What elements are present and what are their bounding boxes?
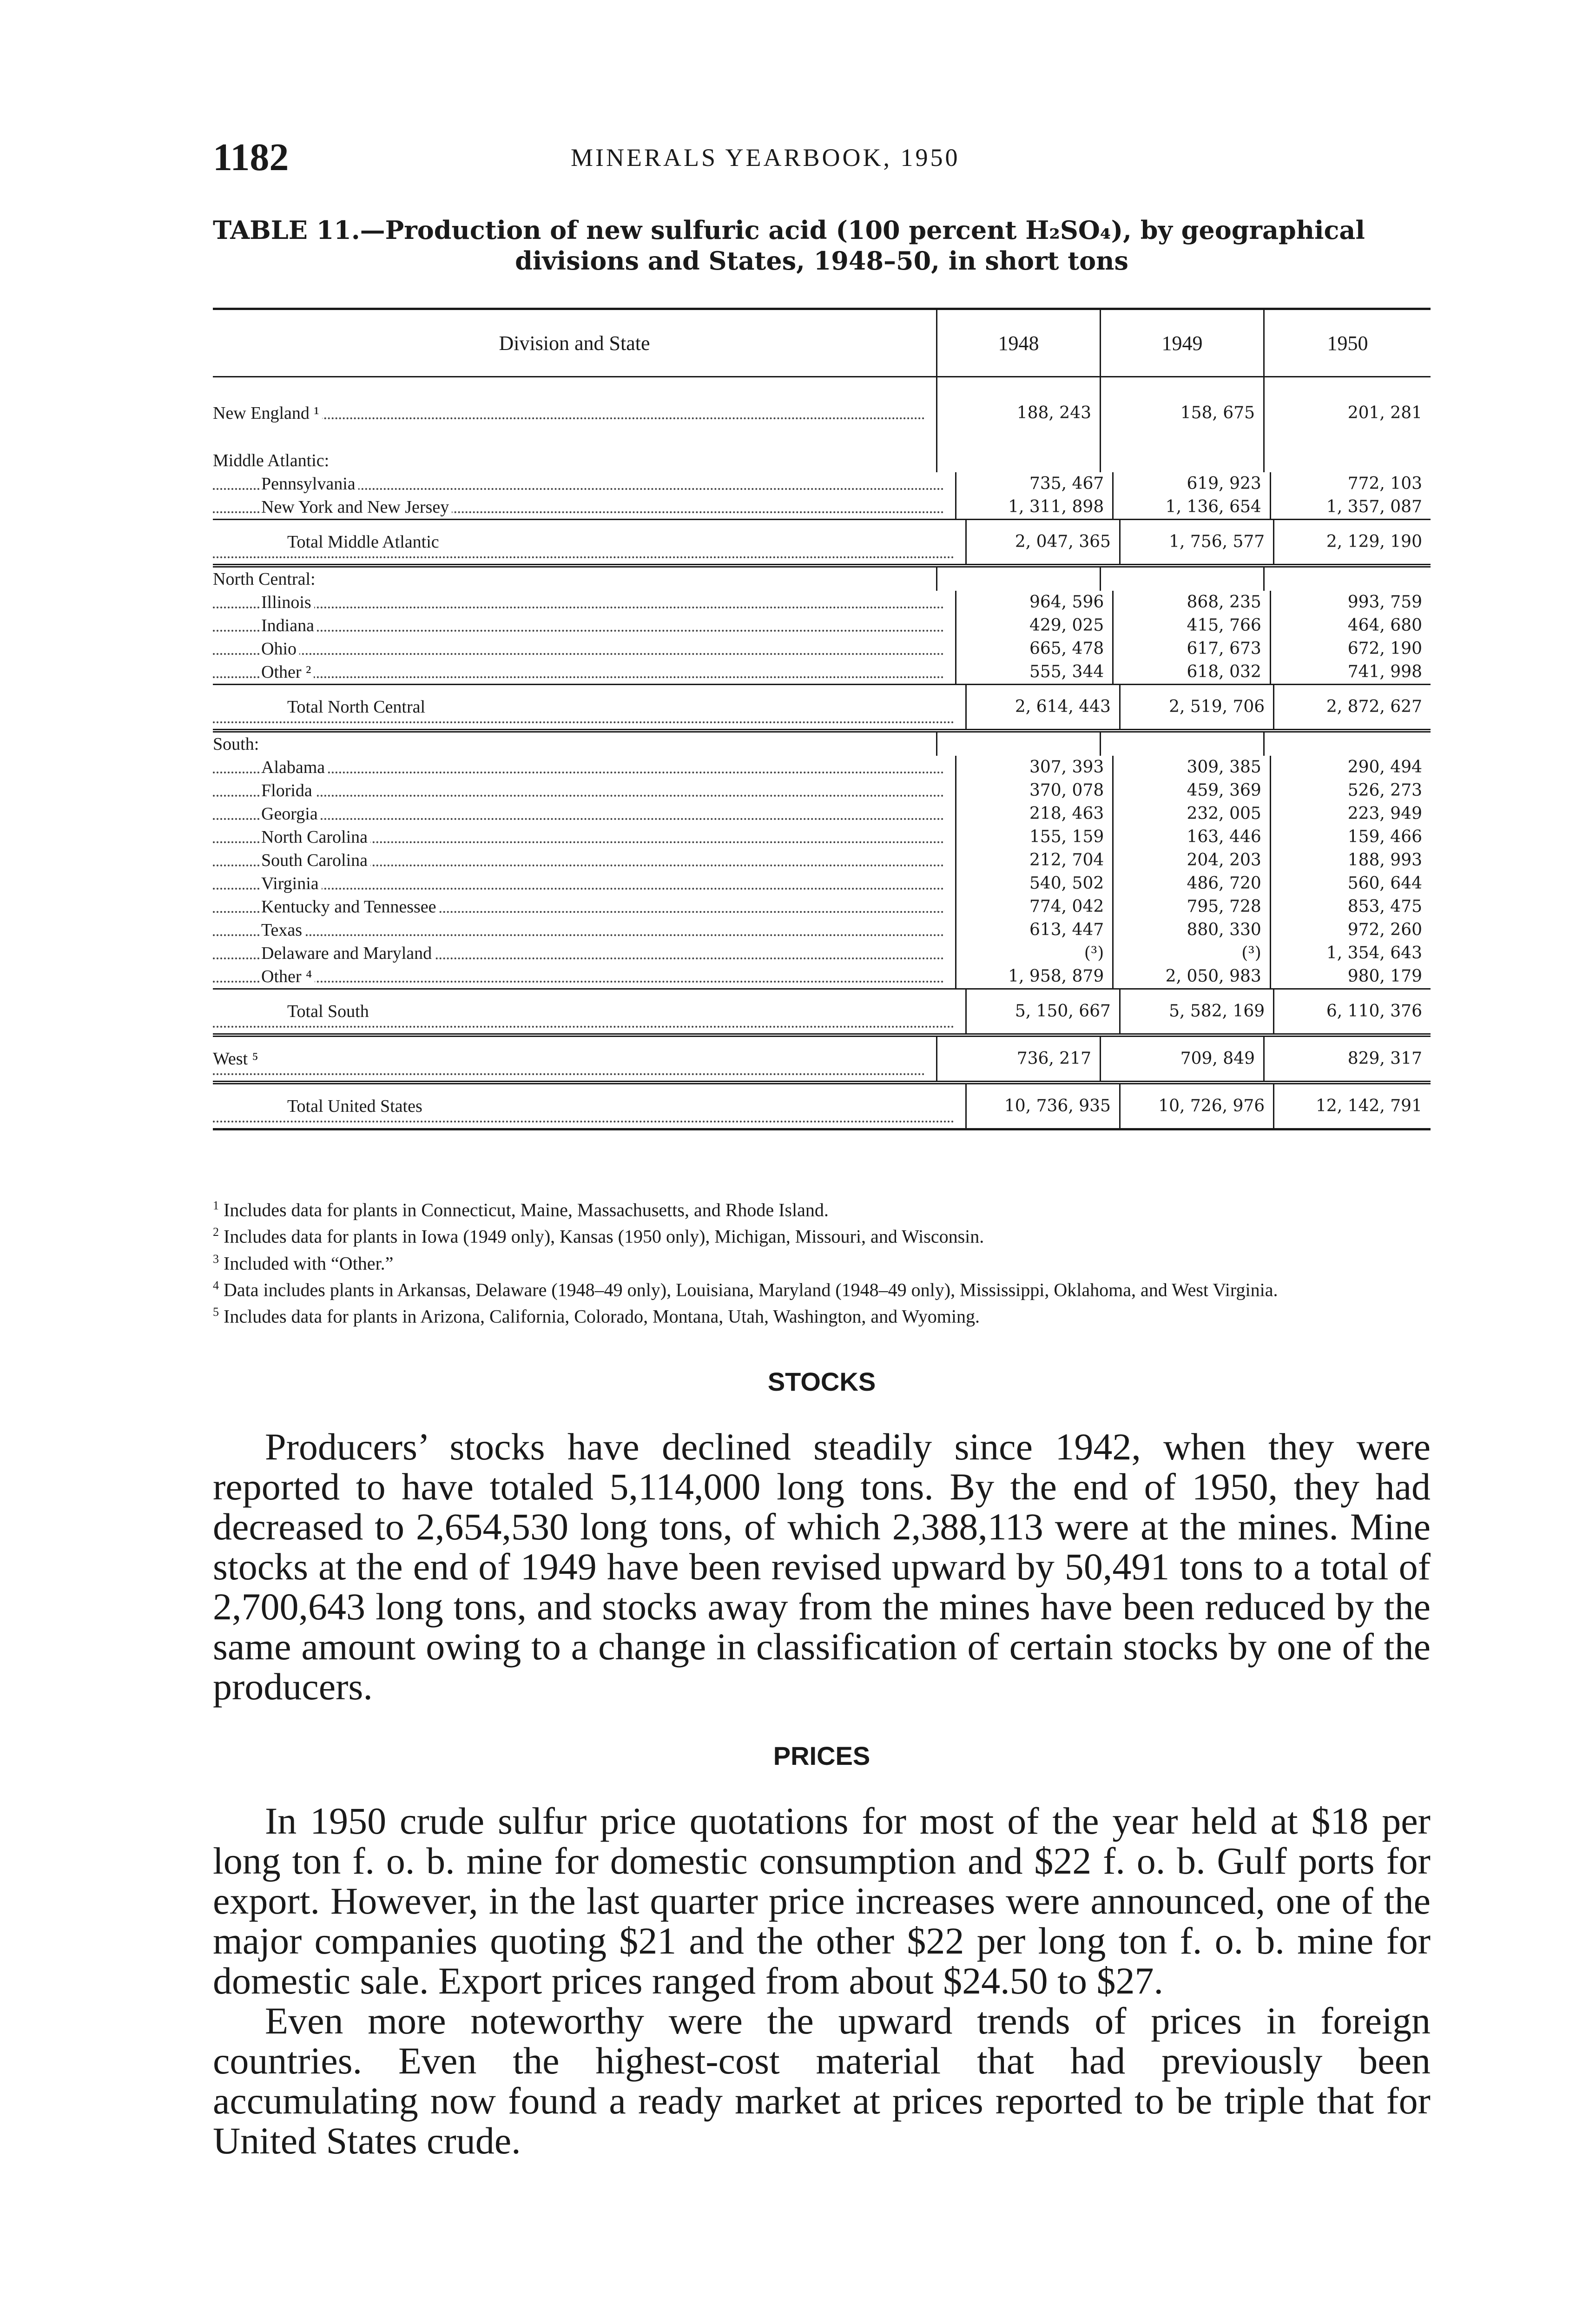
total-row-south: [213, 988, 1431, 1033]
footnote-5: $^5$ Includes data for plants in Arizona, California, Colorado, Montana, Utah, Washington, and Wyoming.: [213, 1305, 980, 1327]
cell-1948: 964, 596: [955, 591, 1113, 614]
cell-1949: 415, 766: [1112, 614, 1270, 637]
cell-1949: 232, 005: [1112, 802, 1270, 825]
page-number: 1182: [213, 136, 289, 179]
prices-body: [213, 1801, 1431, 2161]
table-caption-line-2: divisions and States, 1948–50, in short tons: [515, 246, 1128, 276]
cell-1950: 993, 759: [1270, 591, 1431, 614]
total-row-united-states: [213, 1084, 1431, 1128]
section-heading-prices: PRICES: [773, 1741, 870, 1770]
cell-1949: 309, 385: [1112, 756, 1270, 779]
row-label: Total North Central: [287, 697, 428, 717]
cell-1949: (³): [1112, 942, 1270, 965]
production-table: [213, 308, 1431, 1130]
cell-1948: 540, 502: [955, 872, 1113, 895]
group-heading-south: [213, 733, 1431, 756]
table-row: [213, 660, 1431, 684]
group-heading-middle-atlantic: [213, 449, 1431, 472]
stocks-paragraph: Producers’ stocks have declined steadily since 1942, when they were reported to have totaled 5,114,000 long tons. By the end of 1950, they had decreased to 2,654,530 long tons, of which 2,388,113 were at the mines. Mine stocks at the end of 1949 have been revised upward by 50,491 tons to a total of 2,700,643 long tons, and stocks away from the mines have been reduced by the same amount owing to a change in classification of certain stocks by one of the producers.: [213, 1426, 1431, 1708]
table-row: [213, 825, 1431, 849]
row-label: Pennsylvania: [261, 474, 358, 494]
section-heading-stocks: STOCKS: [767, 1367, 876, 1396]
cell-1949: 486, 720: [1112, 872, 1270, 895]
cell-1948: 10, 736, 935: [965, 1084, 1119, 1128]
cell-1950: 853, 475: [1270, 895, 1431, 918]
cell-1948: 212, 704: [955, 849, 1113, 872]
cell-1949: 5, 582, 169: [1119, 990, 1273, 1033]
cell-1950: 526, 273: [1270, 779, 1431, 802]
group-heading-label: Middle Atlantic:: [213, 451, 332, 470]
row-label: Alabama: [261, 758, 328, 777]
table-row-west: [213, 1037, 1431, 1081]
row-label: Virginia: [261, 874, 322, 893]
column-header-1948: 1948: [936, 310, 1100, 376]
table-row: [213, 591, 1431, 614]
cell-1950: 2, 872, 627: [1273, 685, 1431, 729]
cell-1950: 980, 179: [1270, 965, 1431, 988]
cell-1950: 672, 190: [1270, 637, 1431, 660]
cell-1948: 429, 025: [955, 614, 1113, 637]
row-label: Total United States: [287, 1096, 425, 1116]
cell-1950: 1, 357, 087: [1270, 495, 1431, 519]
table-row: [213, 965, 1431, 988]
cell-1948: 613, 447: [955, 918, 1113, 942]
row-label: Total Middle Atlantic: [287, 532, 442, 552]
footnote-3: $^3$ Included with “Other.”: [213, 1252, 394, 1274]
table-caption: [213, 215, 1431, 276]
table-row: [213, 495, 1431, 519]
cell-1950: 741, 998: [1270, 660, 1431, 684]
table-caption-line-1: TABLE 11.—Production of new sulfuric acid (100 percent H₂SO₄), by geographical: [213, 215, 1365, 245]
cell-1948: (³): [955, 942, 1113, 965]
cell-1949: 158, 675: [1100, 402, 1263, 425]
row-label: West ⁵: [213, 1049, 261, 1069]
cell-1950: 560, 644: [1270, 872, 1431, 895]
prices-paragraph-2: Even more noteworthy were the upward trends of prices in foreign countries. Even the highest-cost material that had previously been accumulating now found a ready market at prices reported to be triple that for United States crude.: [213, 2000, 1431, 2162]
footnote-1: $^1$ Includes data for plants in Connecticut, Maine, Massachusetts, and Rhode Island.: [213, 1199, 829, 1221]
row-label: South Carolina: [261, 851, 370, 870]
table-row-new-england: [213, 402, 1431, 425]
cell-1950: 159, 466: [1270, 825, 1431, 849]
cell-1948: 188, 243: [936, 402, 1100, 425]
row-label: Other ²: [261, 662, 314, 682]
total-row-middle-atlantic: [213, 519, 1431, 564]
cell-1950: 12, 142, 791: [1273, 1084, 1431, 1128]
cell-1949: 795, 728: [1112, 895, 1270, 918]
cell-1949: 2, 050, 983: [1112, 965, 1270, 988]
row-label: New England ¹: [213, 403, 322, 423]
row-label: Illinois: [261, 593, 314, 612]
cell-1948: 774, 042: [955, 895, 1113, 918]
group-heading-label: South:: [213, 734, 262, 754]
cell-1948: 2, 047, 365: [965, 520, 1119, 564]
group-heading-label: North Central:: [213, 569, 318, 589]
row-label: Indiana: [261, 616, 317, 635]
cell-1948: 218, 463: [955, 802, 1113, 825]
table-row: [213, 918, 1431, 942]
cell-1950: 772, 103: [1270, 472, 1431, 495]
group-heading-north-central: [213, 568, 1431, 591]
row-label: Georgia: [261, 804, 321, 824]
cell-1949: 709, 849: [1100, 1037, 1263, 1081]
row-label: Florida: [261, 781, 315, 800]
cell-1949: 1, 136, 654: [1112, 495, 1270, 519]
cell-1949: 163, 446: [1112, 825, 1270, 849]
cell-1948: 307, 393: [955, 756, 1113, 779]
prices-paragraph-1: In 1950 crude sulfur price quotations for most of the year held at $18 per long ton f. o. b. mine for domestic consumption and $22 f. o. b. Gulf ports for export. However, in the last quarter price increases were announced, one of the major companies quoting $21 and the other $22 per long ton f. o. b. mine for domestic sale. Export prices ranged from about $24.50 to $27.: [213, 1800, 1431, 2002]
cell-1949: 880, 330: [1112, 918, 1270, 942]
footnote-2: $^2$ Includes data for plants in Iowa (1949 only), Kansas (1950 only), Michigan, Missouri, and Wisconsin.: [213, 1225, 984, 1247]
running-head: [213, 135, 1431, 186]
cell-1948: 2, 614, 443: [965, 685, 1119, 729]
cell-1950: 1, 354, 643: [1270, 942, 1431, 965]
table-row: [213, 472, 1431, 495]
table-row: [213, 872, 1431, 895]
table-header-row: [213, 310, 1431, 377]
column-header-1949: 1949: [1100, 310, 1263, 376]
cell-1948: 370, 078: [955, 779, 1113, 802]
table-row: [213, 895, 1431, 918]
table-row: [213, 849, 1431, 872]
table-row: [213, 779, 1431, 802]
row-label: Texas: [261, 920, 305, 940]
cell-1949: 204, 203: [1112, 849, 1270, 872]
table-row: [213, 802, 1431, 825]
row-label: Kentucky and Tennessee: [261, 897, 439, 917]
cell-1948: 735, 467: [955, 472, 1113, 495]
column-header-division: Division and State: [499, 331, 650, 355]
running-title: MINERALS YEARBOOK, 1950: [571, 144, 960, 172]
cell-1949: 617, 673: [1112, 637, 1270, 660]
cell-1950: 972, 260: [1270, 918, 1431, 942]
row-label: Ohio: [261, 639, 299, 659]
table-row: [213, 637, 1431, 660]
cell-1949: 10, 726, 976: [1119, 1084, 1273, 1128]
table-row: [213, 756, 1431, 779]
cell-1950: 2, 129, 190: [1273, 520, 1431, 564]
cell-1949: 2, 519, 706: [1119, 685, 1273, 729]
row-label: North Carolina: [261, 827, 370, 847]
cell-1948: 1, 958, 879: [955, 965, 1113, 988]
row-label: New York and New Jersey: [261, 497, 452, 517]
row-label: Total South: [287, 1002, 372, 1021]
footnote-4: $^4$ Data includes plants in Arkansas, Delaware (1948–49 only), Louisiana, Maryland (1948–49 only), Mississippi, Oklahoma, and West Virginia.: [213, 1278, 1278, 1301]
cell-1950: 464, 680: [1270, 614, 1431, 637]
cell-1950: 6, 110, 376: [1273, 990, 1431, 1033]
cell-1950: 829, 317: [1263, 1037, 1431, 1081]
table-row: [213, 942, 1431, 965]
cell-1948: 1, 311, 898: [955, 495, 1113, 519]
row-label: Delaware and Maryland: [261, 944, 435, 963]
cell-1949: 619, 923: [1112, 472, 1270, 495]
cell-1949: 459, 369: [1112, 779, 1270, 802]
cell-1948: 155, 159: [955, 825, 1113, 849]
cell-1949: 618, 032: [1112, 660, 1270, 684]
total-row-north-central: [213, 684, 1431, 729]
cell-1948: 665, 478: [955, 637, 1113, 660]
stocks-body: [213, 1427, 1431, 1707]
table-row: [213, 614, 1431, 637]
cell-1950: 201, 281: [1263, 402, 1431, 425]
cell-1948: 5, 150, 667: [965, 990, 1119, 1033]
footnotes: [213, 1195, 1431, 1328]
cell-1949: 1, 756, 577: [1119, 520, 1273, 564]
cell-1950: 223, 949: [1270, 802, 1431, 825]
cell-1949: 868, 235: [1112, 591, 1270, 614]
cell-1948: 555, 344: [955, 660, 1113, 684]
row-label: Other ⁴: [261, 967, 315, 986]
column-header-1950: 1950: [1263, 310, 1431, 376]
cell-1950: 188, 993: [1270, 849, 1431, 872]
cell-1948: 736, 217: [936, 1037, 1100, 1081]
cell-1950: 290, 494: [1270, 756, 1431, 779]
